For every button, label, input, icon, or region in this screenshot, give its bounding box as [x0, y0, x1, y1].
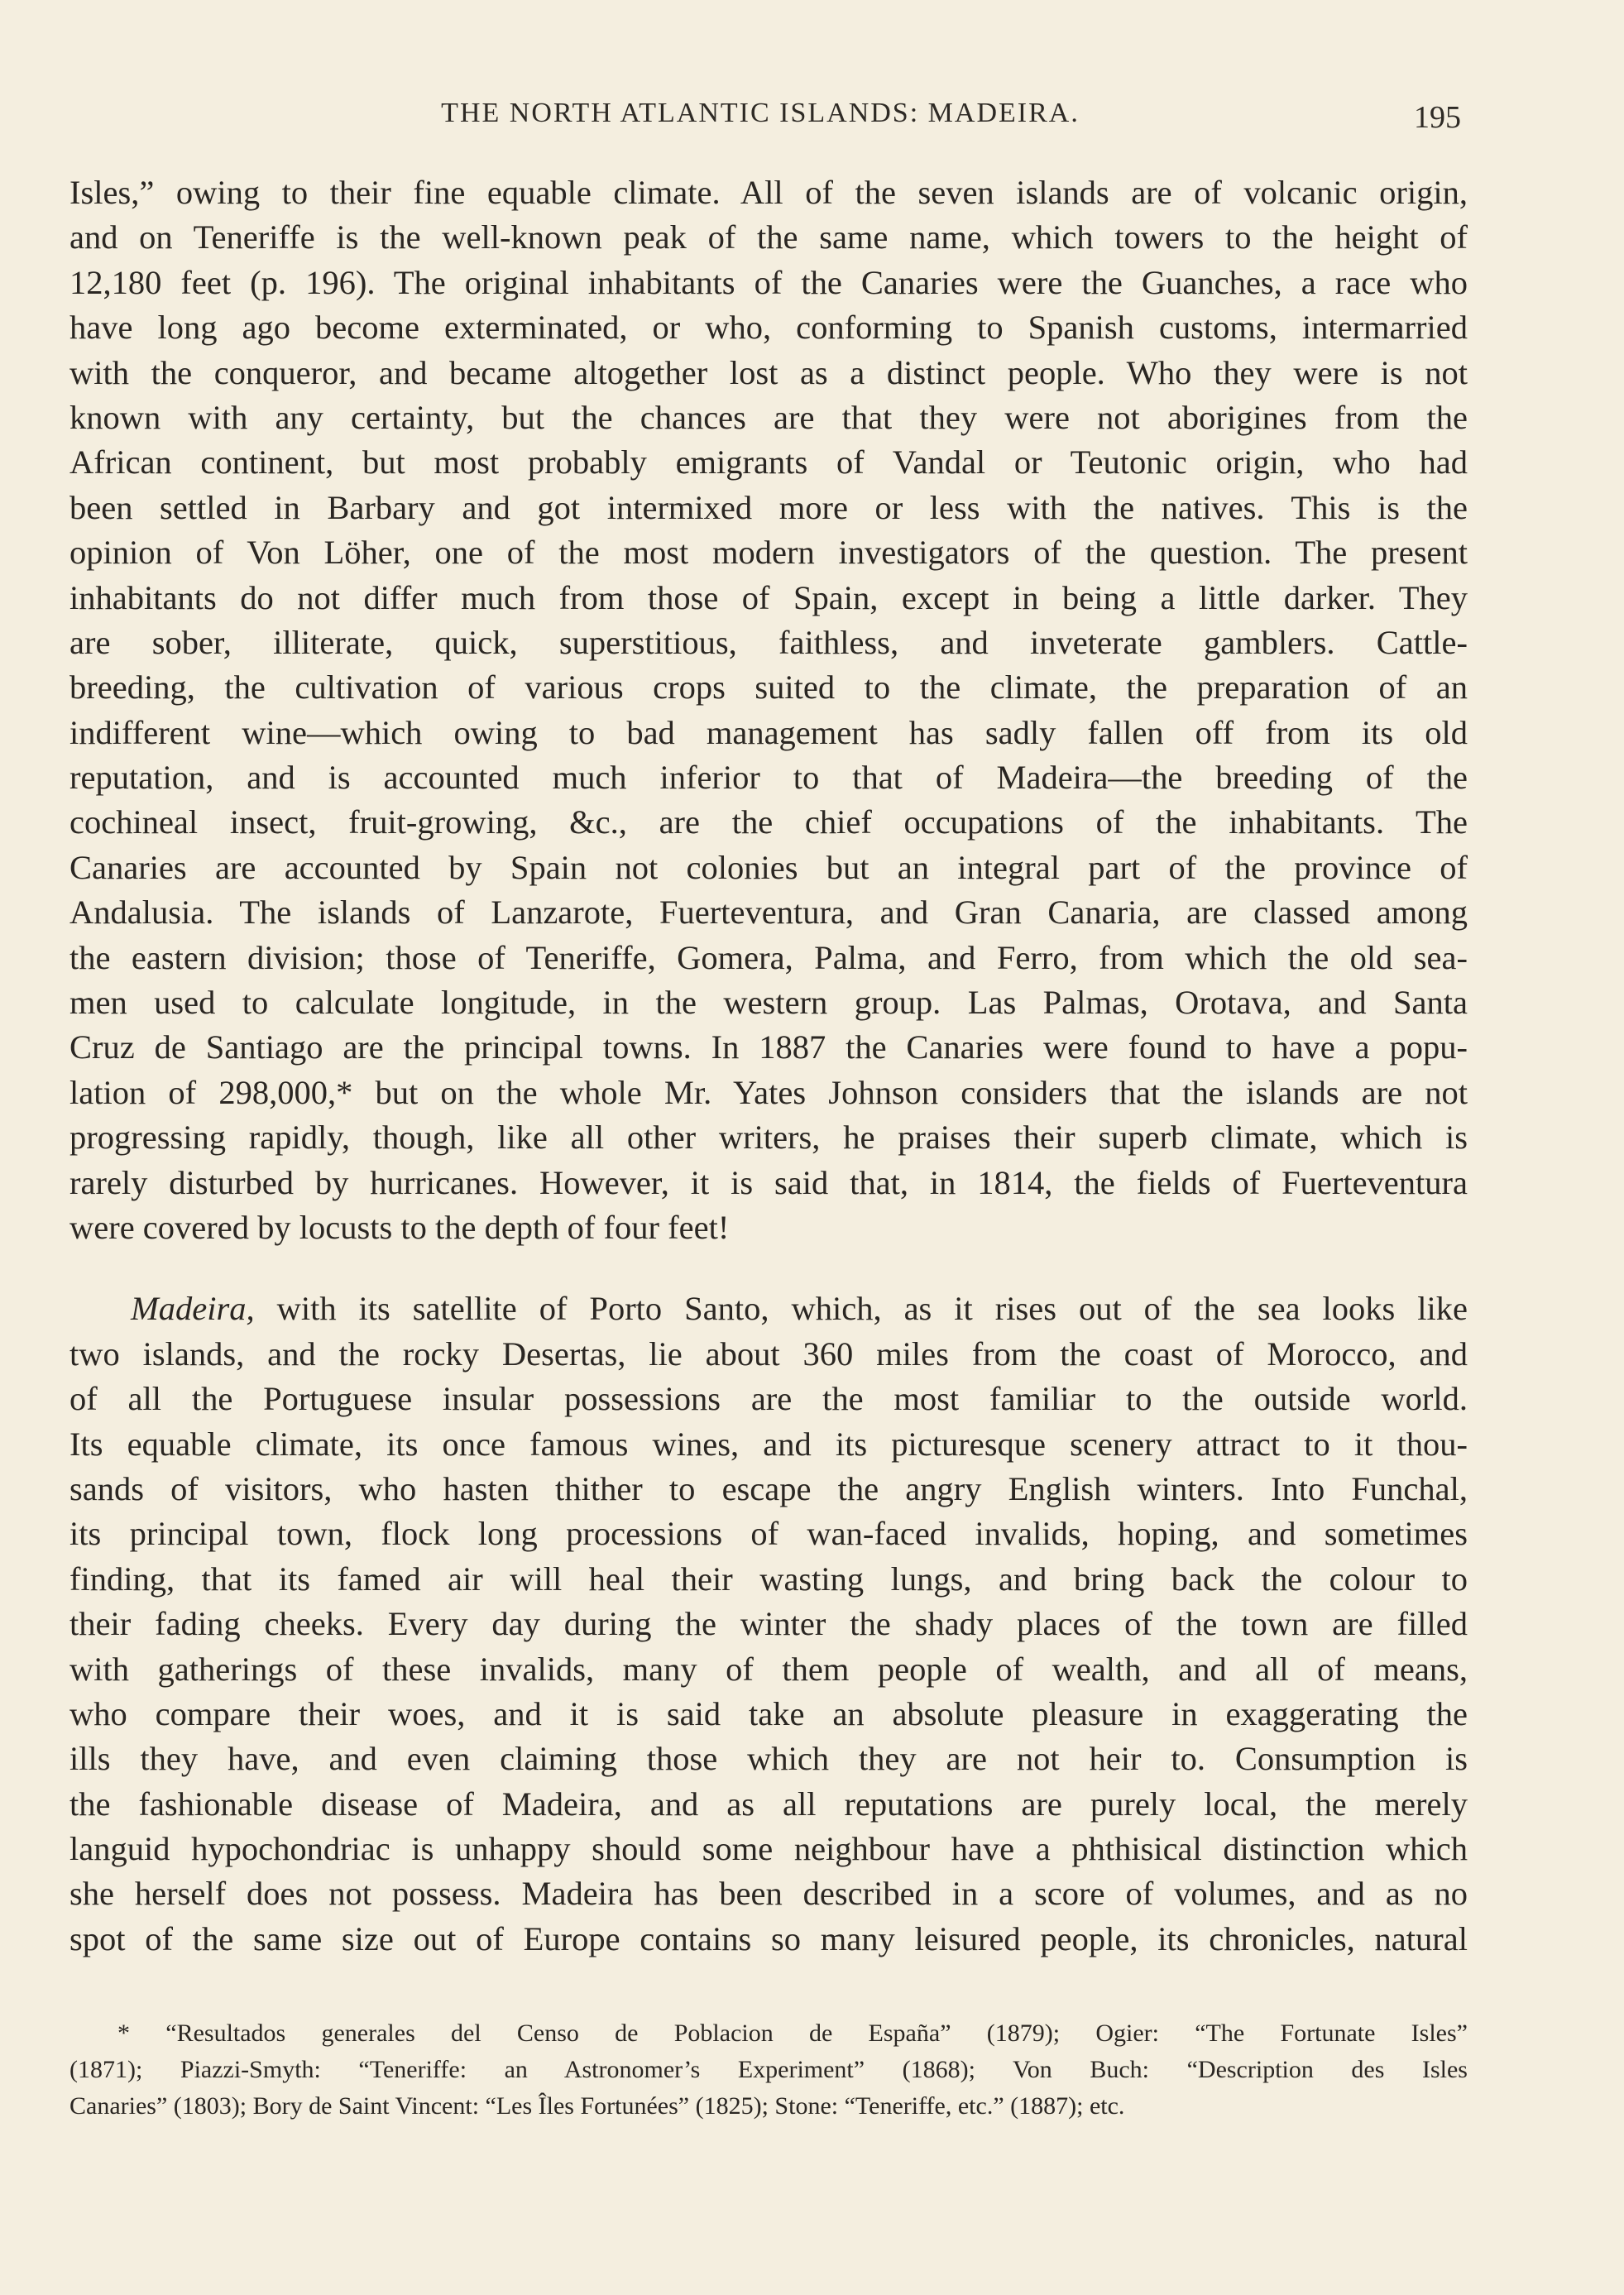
- text-line-first: [69, 1286, 1468, 1331]
- text-line: she herself does not possess. Madeira has been described in a score of volumes, and as no: [69, 1875, 1468, 1913]
- text-line: rarely disturbed by hurricanes. However, it is said that, in 1814, the fields of Fuerteventura: [69, 1163, 1468, 1201]
- text-line: its principal town, flock long processions of wan-faced invalids, hoping, and sometimes: [69, 1515, 1468, 1553]
- text-line: who compare their woes, and it is said take an absolute pleasure in exaggerating the: [69, 1694, 1468, 1732]
- text-line: 12,180 feet (p. 196). The original inhabitants of the Canaries were the Guanches, a race who: [69, 263, 1468, 301]
- text-line: were covered by locusts to the depth of four feet!: [69, 1208, 730, 1246]
- text-line: Canaries are accounted by Spain not colonies but an integral part of the province of: [69, 848, 1468, 886]
- text-line: finding, that its famed air will heal their wasting lungs, and bring back the colour to: [69, 1560, 1468, 1598]
- first-line-rest: with its satellite of Porto Santo, which, as it rises out of the sea looks like: [254, 1290, 1468, 1328]
- text-line: Isles,” owing to their fine equable climate. All of the seven islands are of volcanic origin,: [69, 174, 1468, 211]
- madeira-lead-word: Madeira,: [131, 1290, 255, 1328]
- text-line: with the conqueror, and became altogether lost as a distinct people. Who they were is not: [69, 353, 1468, 391]
- canaries-paragraph: [69, 170, 1468, 1250]
- madeira-paragraph: [69, 1286, 1468, 1962]
- text-line: African continent, but most probably emigrants of Vandal or Teutonic origin, who had: [69, 443, 1468, 482]
- footnote-line: (1871); Piazzi-Smyth: “Teneriffe: an Astronomer’s Experiment” (1868); Von Buch: “Description des Isles: [69, 2056, 1468, 2083]
- running-head: [69, 98, 1461, 139]
- text-line: Its equable climate, its once famous wines, and its picturesque scenery attract to it thou-: [69, 1425, 1468, 1463]
- footnote-line: * “Resultados generales del Censo de Poblacion de España” (1879); Ogier: “The Fortunate Isles”: [117, 2020, 1468, 2047]
- text-line: have long ago become exterminated, or who, conforming to Spanish customs, intermarried: [69, 309, 1468, 347]
- text-line: two islands, and the rocky Desertas, lie about 360 miles from the coast of Morocco, and: [69, 1334, 1468, 1373]
- text-line: known with any certainty, but the chances are that they were not aborigines from the: [69, 398, 1468, 436]
- text-line: are sober, illiterate, quick, superstitious, faithless, and inveterate gamblers. Cattle-: [69, 623, 1468, 661]
- text-line: been settled in Barbary and got intermixed more or less with the natives. This is the: [69, 488, 1468, 526]
- text-line: inhabitants do not differ much from those of Spain, except in being a little darker. They: [69, 578, 1468, 616]
- page-number: 195: [1414, 100, 1461, 135]
- text-line: reputation, and is accounted much inferior to that of Madeira—the breeding of the: [69, 759, 1468, 797]
- text-line: ills they have, and even claiming those which they are not heir to. Consumption is: [69, 1740, 1468, 1778]
- text-line: indifferent wine—which owing to bad management has sadly fallen off from its old: [69, 713, 1468, 751]
- footnote: [69, 2015, 1468, 2125]
- running-title: THE NORTH ATLANTIC ISLANDS: MADEIRA.: [441, 98, 1080, 128]
- text-line: spot of the same size out of Europe contains so many leisured people, its chronicles, natural: [69, 1919, 1468, 1957]
- text-line: sands of visitors, who hasten thither to escape the angry English winters. Into Funchal,: [69, 1469, 1468, 1507]
- text-line: with gatherings of these invalids, many of them people of wealth, and all of means,: [69, 1650, 1468, 1688]
- text-line: breeding, the cultivation of various crops suited to the climate, the preparation of an: [69, 668, 1468, 707]
- paragraph-gap: [69, 1250, 1468, 1286]
- text-line: men used to calculate longitude, in the western group. Las Palmas, Orotava, and Santa: [69, 984, 1468, 1022]
- text-line: the eastern division; those of Teneriffe, Gomera, Palma, and Ferro, from which the old sea-: [69, 938, 1468, 976]
- footnote-line: Canaries” (1803); Bory de Saint Vincent: “Les Îles Fortunées” (1825); Stone: “Teneriffe, etc.” (1887); etc.: [69, 2092, 1125, 2120]
- text-line: Cruz de Santiago are the principal towns. In 1887 the Canaries were found to have a popu-: [69, 1028, 1468, 1066]
- text-line: Andalusia. The islands of Lanzarote, Fuerteventura, and Gran Canaria, are classed among: [69, 894, 1468, 932]
- text-line: progressing rapidly, though, like all other writers, he praises their superb climate, which is: [69, 1119, 1468, 1157]
- text-line: opinion of Von Löher, one of the most modern investigators of the question. The present: [69, 534, 1468, 572]
- text-line: of all the Portuguese insular possessions are the most familiar to the outside world.: [69, 1380, 1468, 1418]
- body-text: [69, 170, 1468, 1962]
- text-line: their fading cheeks. Every day during the winter the shady places of the town are filled: [69, 1605, 1468, 1643]
- text-line: languid hypochondriac is unhappy should some neighbour have a phthisical distinction which: [69, 1830, 1468, 1868]
- text-line: lation of 298,000,* but on the whole Mr. Yates Johnson considers that the islands are not: [69, 1073, 1468, 1111]
- text-line: and on Teneriffe is the well-known peak of the same name, which towers to the height of: [69, 218, 1468, 256]
- text-line: cochineal insect, fruit-growing, &c., are the chief occupations of the inhabitants. The: [69, 803, 1468, 841]
- text-line: the fashionable disease of Madeira, and as all reputations are purely local, the merely: [69, 1785, 1468, 1823]
